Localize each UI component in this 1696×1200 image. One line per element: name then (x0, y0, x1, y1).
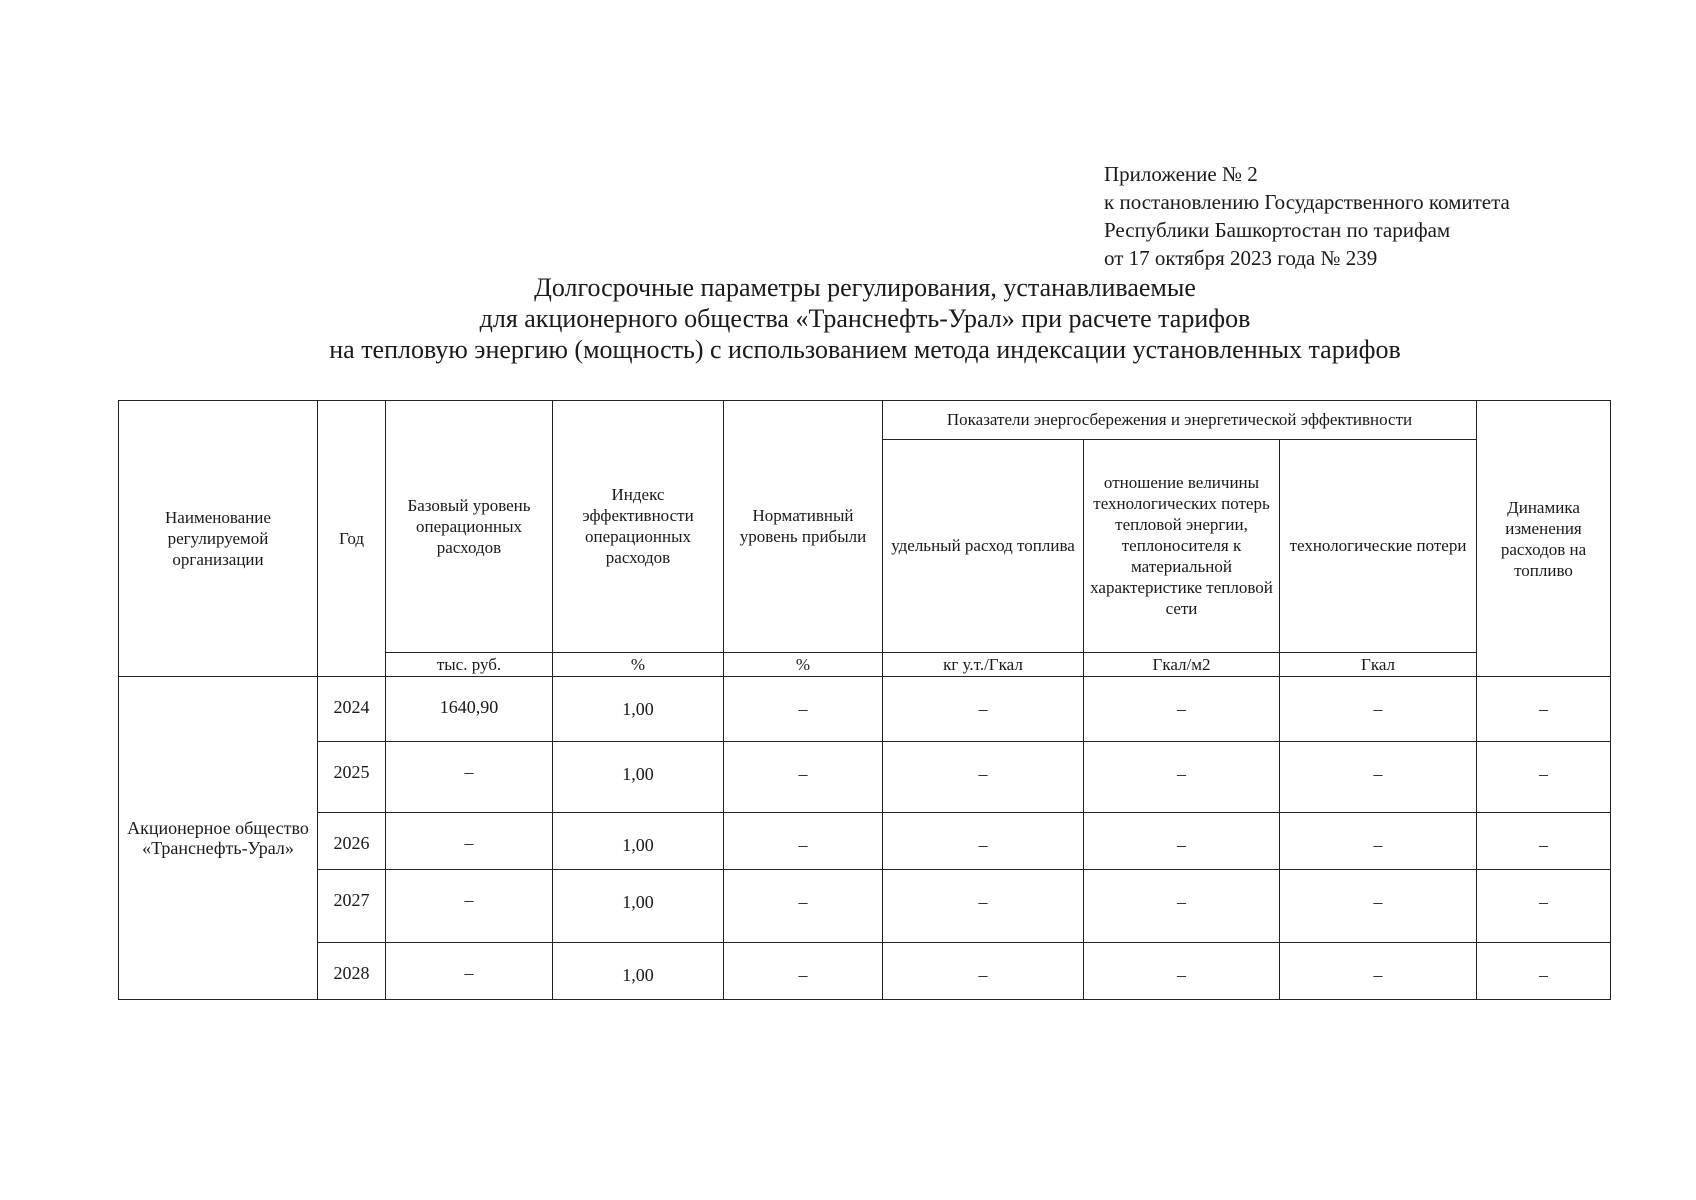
cell-tech-losses: – (1280, 677, 1477, 742)
cell-profit-level: – (724, 870, 883, 943)
appendix-line: Республики Башкортостан по тарифам (1104, 218, 1451, 242)
header-year: Год (318, 401, 386, 677)
cell-loss-ratio: – (1084, 943, 1280, 1000)
cell-fuel-rate: – (883, 677, 1084, 742)
cell-efficiency-index: 1,00 (553, 677, 724, 742)
table-row (119, 943, 1611, 1000)
cell-efficiency-index: 1,00 (553, 813, 724, 870)
table-row (119, 870, 1611, 943)
cell-profit-level: – (724, 943, 883, 1000)
header-efficiency-index: Индекс эффективности операционных расходов (553, 401, 724, 653)
header-loss-ratio: отношение величины технологических потерь тепловой энергии, теплоносителя к материальной характеристике тепловой сети (1084, 439, 1280, 652)
title-line: Долгосрочные параметры регулирования, устанавливаемые (534, 273, 1196, 302)
cell-base-opex: – (386, 813, 553, 870)
appendix-line: от 17 октября 2023 года № 239 (1104, 246, 1378, 270)
cell-fuel-rate: – (883, 870, 1084, 943)
cell-year: 2026 (318, 813, 386, 870)
parameters-table (118, 400, 1611, 1000)
header-base-opex: Базовый уровень операционных расходов (386, 401, 553, 653)
appendix-line: Приложение № 2 (1104, 162, 1258, 186)
cell-year: 2025 (318, 742, 386, 813)
appendix-line: к постановлению Государственного комитета (1104, 190, 1510, 214)
cell-fuel-rate: – (883, 813, 1084, 870)
header-fuel-rate: удельный расход топлива (883, 439, 1084, 652)
cell-tech-losses: – (1280, 813, 1477, 870)
cell-efficiency-index: 1,00 (553, 742, 724, 813)
header-tech-losses: технологические потери (1280, 439, 1477, 652)
appendix-block (1104, 160, 1510, 272)
cell-year: 2024 (318, 677, 386, 742)
cell-fuel-dynamics: – (1477, 742, 1611, 813)
table-row (119, 677, 1611, 742)
cell-efficiency-index: 1,00 (553, 870, 724, 943)
cell-tech-losses: – (1280, 742, 1477, 813)
cell-fuel-dynamics: – (1477, 813, 1611, 870)
header-profit-level: Нормативный уровень прибыли (724, 401, 883, 653)
organization-name: Акционерное общество «Транснефть-Урал» (119, 677, 318, 1000)
cell-base-opex: – (386, 943, 553, 1000)
cell-loss-ratio: – (1084, 742, 1280, 813)
cell-fuel-rate: – (883, 742, 1084, 813)
cell-base-opex: – (386, 870, 553, 943)
unit-profit-level: % (724, 652, 883, 676)
cell-loss-ratio: – (1084, 813, 1280, 870)
cell-fuel-rate: – (883, 943, 1084, 1000)
cell-loss-ratio: – (1084, 870, 1280, 943)
unit-base-opex: тыс. руб. (386, 652, 553, 676)
cell-fuel-dynamics: – (1477, 943, 1611, 1000)
cell-year: 2027 (318, 870, 386, 943)
unit-fuel-rate: кг у.т./Гкал (883, 652, 1084, 676)
document-title (0, 272, 1696, 365)
cell-profit-level: – (724, 677, 883, 742)
table-row (119, 742, 1611, 813)
cell-loss-ratio: – (1084, 677, 1280, 742)
cell-tech-losses: – (1280, 943, 1477, 1000)
header-energy-group: Показатели энергосбережения и энергетической эффективности (883, 401, 1477, 440)
cell-base-opex: 1640,90 (386, 677, 553, 742)
title-line: для акционерного общества «Транснефть-Урал» при расчете тарифов (479, 304, 1251, 333)
cell-profit-level: – (724, 813, 883, 870)
header-fuel-dynamics: Динамика изменения расходов на топливо (1477, 401, 1611, 677)
cell-fuel-dynamics: – (1477, 677, 1611, 742)
unit-loss-ratio: Гкал/м2 (1084, 652, 1280, 676)
cell-base-opex: – (386, 742, 553, 813)
cell-profit-level: – (724, 742, 883, 813)
unit-tech-losses: Гкал (1280, 652, 1477, 676)
unit-efficiency-index: % (553, 652, 724, 676)
cell-efficiency-index: 1,00 (553, 943, 724, 1000)
table-row (119, 813, 1611, 870)
cell-fuel-dynamics: – (1477, 870, 1611, 943)
cell-tech-losses: – (1280, 870, 1477, 943)
cell-year: 2028 (318, 943, 386, 1000)
header-org: Наименование регулируемой организации (119, 401, 318, 677)
title-line: на тепловую энергию (мощность) с использованием метода индексации установленных тарифов (329, 335, 1401, 364)
